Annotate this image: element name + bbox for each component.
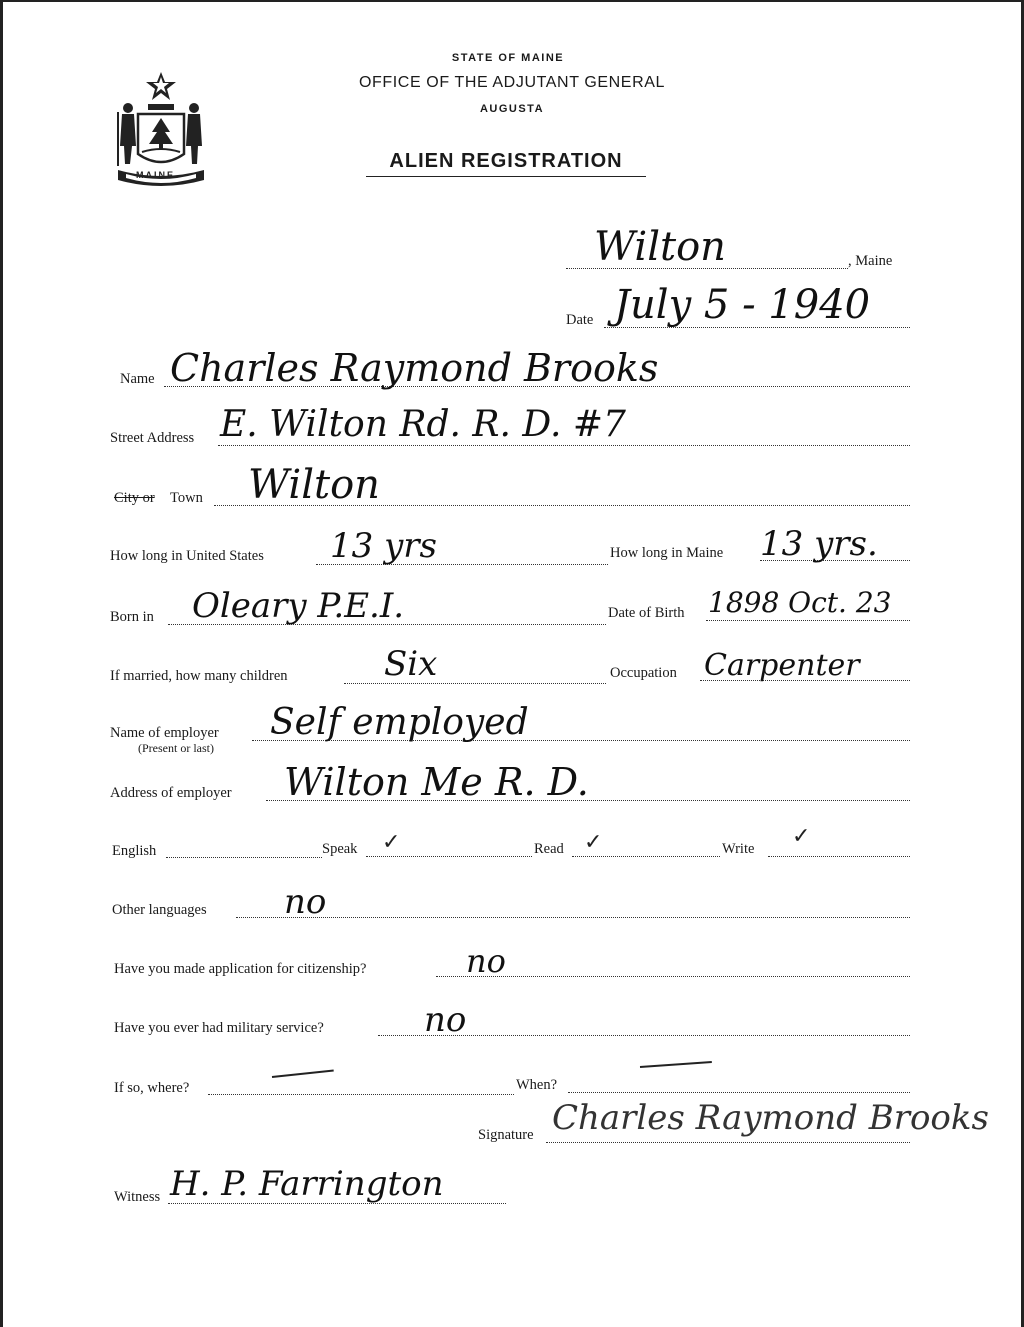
seal-label: MAINE — [136, 170, 175, 180]
born-label: Born in — [110, 609, 154, 625]
english-label: English — [112, 843, 157, 859]
street-line — [218, 445, 910, 446]
town-entry: Wilton — [248, 462, 380, 508]
where-label: If so, where? — [114, 1080, 190, 1096]
speak-label: Speak — [322, 841, 358, 857]
children-label: If married, how many children — [110, 668, 288, 684]
dob-label: Date of Birth — [608, 605, 685, 621]
scan-edge-left — [0, 0, 3, 1327]
speak-line — [366, 856, 532, 857]
witness-entry: H. P. Farrington — [170, 1164, 444, 1204]
occupation-entry: Carpenter — [704, 648, 860, 683]
occupation-label: Occupation — [610, 665, 677, 681]
name-entry: Charles Raymond Brooks — [170, 346, 659, 390]
title-underline — [366, 176, 646, 177]
scan-edge-top — [0, 0, 1024, 2]
where-line — [208, 1094, 514, 1095]
signature-label: Signature — [478, 1127, 534, 1143]
write-line — [768, 856, 910, 857]
employer-label: Name of employer — [110, 725, 219, 741]
when-line — [568, 1092, 910, 1093]
other-languages-entry: no — [284, 882, 327, 922]
citizenship-label: Have you made application for citizenship? — [114, 961, 367, 977]
signature-entry: Charles Raymond Brooks — [552, 1098, 989, 1138]
dob-line — [706, 620, 910, 621]
where-dash — [272, 1070, 334, 1078]
military-entry: no — [424, 1000, 467, 1040]
write-label: Write — [722, 841, 755, 857]
when-label: When? — [516, 1077, 558, 1093]
citizenship-line — [436, 976, 910, 977]
other-languages-label: Other languages — [112, 902, 207, 918]
children-entry: Six — [384, 644, 438, 684]
witness-label: Witness — [114, 1189, 161, 1205]
years-maine-entry: 13 yrs. — [760, 524, 878, 564]
town-label: Town — [170, 490, 203, 506]
military-label: Have you ever had military service? — [114, 1020, 324, 1036]
speak-check-icon: ✓ — [382, 830, 401, 855]
employer-entry: Self employed — [270, 702, 529, 743]
years-us-entry: 13 yrs — [330, 526, 437, 566]
date-label: Date — [566, 312, 594, 328]
citizenship-entry: no — [466, 942, 506, 980]
years-us-label: How long in United States — [110, 548, 264, 564]
header-state: STATE OF MAINE — [451, 52, 565, 64]
street-label: Street Address — [110, 430, 195, 446]
years-maine-label: How long in Maine — [610, 545, 724, 561]
header-office: OFFICE OF THE ADJUTANT GENERAL — [358, 74, 666, 91]
signature-line — [546, 1142, 910, 1143]
employer-address-entry: Wilton Me R. D. — [284, 760, 589, 804]
read-line — [572, 856, 720, 857]
write-check-icon: ✓ — [792, 824, 811, 849]
other-languages-line — [236, 917, 910, 918]
when-dash — [640, 1061, 712, 1068]
form-title: ALIEN REGISTRATION — [389, 150, 623, 172]
read-check-icon: ✓ — [584, 830, 603, 855]
read-label: Read — [534, 841, 564, 857]
header-city: AUGUSTA — [479, 103, 545, 115]
name-label: Name — [120, 371, 155, 387]
employer-note: (Present or last) — [138, 741, 214, 755]
street-entry: E. Wilton Rd. R. D. #7 — [220, 404, 626, 445]
city-struck-label: City or — [114, 490, 155, 506]
dob-entry: 1898 Oct. 23 — [708, 586, 892, 619]
employer-address-label: Address of employer — [110, 785, 232, 801]
date-entry: July 5 - 1940 — [614, 282, 871, 328]
maine-label: , Maine — [848, 253, 893, 269]
english-line — [166, 857, 322, 858]
place-entry: Wilton — [594, 224, 726, 270]
born-entry: Oleary P.E.I. — [192, 586, 405, 626]
